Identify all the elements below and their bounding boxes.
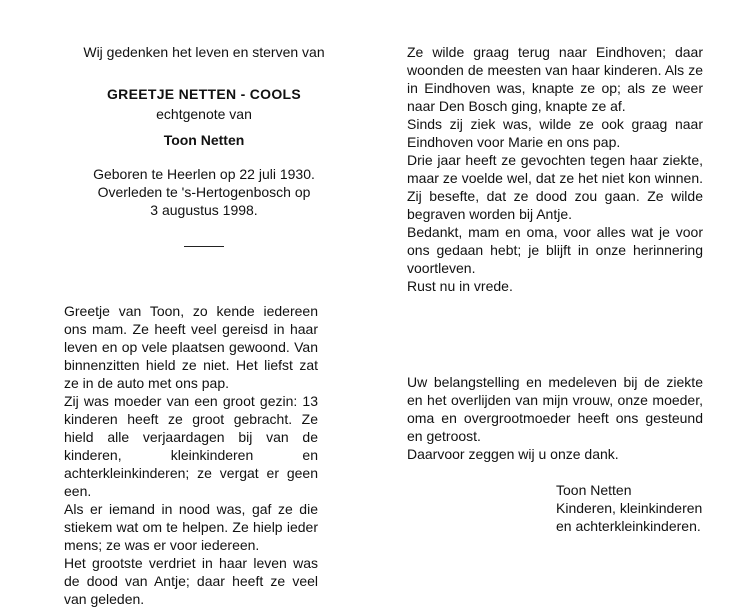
death-text-line2: 3 augustus 1998. (150, 202, 258, 218)
right-paragraph: Drie jaar heeft ze gevochten tegen haar ziekte, maar ze voelde wel, dat ze het niet kon winnen. Zij besefte, dat ze dood zou gaan. Ze wilde begraven worden bij Antje. (407, 152, 703, 222)
spouse-label: echtgenote van (156, 106, 252, 122)
signature-line: Toon Netten (556, 482, 632, 498)
deceased-name: GREETJE NETTEN - COOLS (106, 86, 302, 102)
thanks-paragraph: Uw belangstelling en medeleven bij de ziekte en het overlijden van mijn vrouw, onze moeder, oma en overgrootmoeder heeft ons gesteund en getroost. (407, 374, 703, 444)
left-paragraph: Zij was moeder van een groot gezin: 13 kinderen heeft ze groot gebracht. Ze hield alle verjaardagen bij van de kinderen, kleinkinderen en achterkleinkinderen; ze vergat er geen een. (64, 393, 318, 499)
left-paragraph: Als er iemand in nood was, gaf ze die stiekem wat om te helpen. Ze hielp ieder mens; ze was er voor iedereen. (64, 501, 318, 553)
death-text-line1: Overleden te 's-Hertogenbosch op (97, 184, 311, 200)
right-body-text (407, 43, 703, 295)
thanks-section (407, 373, 703, 463)
spouse-name: Toon Netten (163, 132, 245, 148)
memorial-header (57, 43, 351, 247)
signature-line: en achterkleinkinderen. (556, 518, 701, 534)
birth-text: Geboren te Heerlen op 22 juli 1930. (93, 166, 315, 182)
left-body-text (64, 302, 318, 608)
right-paragraph: Ze wilde graag terug naar Eindhoven; daar woonden de meesten van haar kinderen. Als ze in Eindhoven was, knapte ze op; als ze weer naar Den Bosch ging, knapte ze af. (407, 44, 703, 114)
intro-text: Wij gedenken het leven en sterven van (83, 44, 325, 60)
left-paragraph: Greetje van Toon, zo kende iedereen ons mam. Ze heeft veel gereisd in haar leven en op vele plaatsen gewoond. Van binnenzitten hield ze niet. Het liefst zat ze in de auto met ons pap. (64, 303, 318, 391)
right-paragraph: Sinds zij ziek was, wilde ze ook graag naar Eindhoven voor Marie en ons pap. (407, 116, 703, 150)
left-paragraph: Het grootste verdriet in haar leven was de dood van Antje; daar heeft ze veel van geleden. (64, 555, 318, 607)
right-paragraph: Rust nu in vrede. (407, 278, 513, 294)
right-paragraph: Bedankt, mam en oma, voor alles wat je voor ons gedaan hebt; je blijft in onze herinnering voortleven. (407, 224, 703, 276)
signature-block (556, 481, 716, 535)
thanks-closing: Daarvoor zeggen wij u onze dank. (407, 446, 619, 462)
signature-line: Kinderen, kleinkinderen (556, 500, 703, 516)
divider-line (184, 246, 224, 247)
